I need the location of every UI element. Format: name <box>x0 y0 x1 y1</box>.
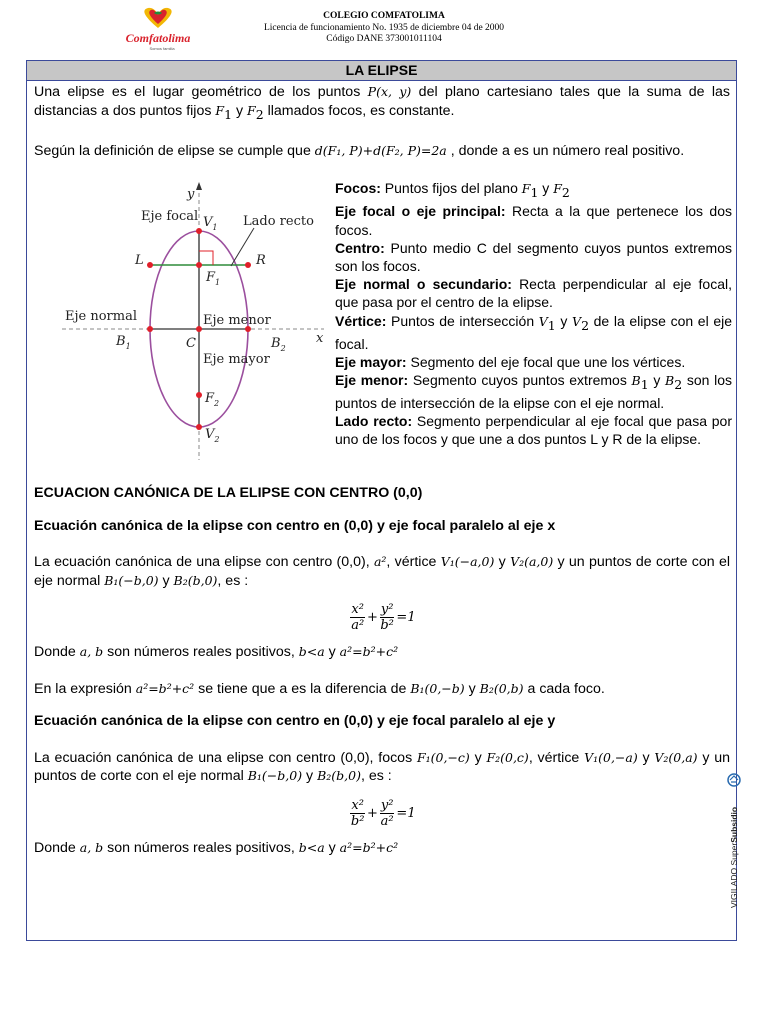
equation-eje-x: $\frac{\text{x²}}{\text{a²}}$ + $\frac{\text{y²}}{\text{b²}}$ =1 <box>351 602 416 634</box>
focus-f1-point <box>196 262 202 268</box>
school-name: COLEGIO COMFATOLIMA <box>323 11 445 21</box>
page-title: LA ELIPSE <box>27 61 736 81</box>
document-frame <box>26 60 737 941</box>
y-axis-arrow-icon <box>196 182 202 190</box>
dane-code: Código DANE 373001011104 <box>326 34 442 44</box>
eje-normal-label: Eje normal <box>65 309 137 325</box>
point-l <box>147 262 153 268</box>
equation-eje-y: $\frac{\text{x²}}{\text{b²}}$ + $\frac{\text{y²}}{\text{a²}}$ =1 <box>350 797 416 829</box>
license-text: Licencia de funcionamiento No. 1935 de diciembre 04 de 2000 <box>263 22 505 33</box>
def-eje-focal: Eje focal o eje principal: Recta a la que pertenece los dos focos. <box>335 203 733 238</box>
x-axis-label: x <box>316 331 324 347</box>
lado-recto-label: Lado recto <box>243 214 314 230</box>
paragraph-eje-x: La ecuación canónica de una elipse con centro (0,0), a², vértice V₁(−a,0) y V₂(a,0) y un puntos de corte con el eje normal B₁(−b,0) y B₂(b,0), es : <box>34 554 730 589</box>
focus-f2-point <box>196 392 202 398</box>
section-heading: ECUACION CANÓNICA DE LA ELIPSE CON CENTRO (0,0) <box>34 485 423 502</box>
page-header <box>0 0 768 60</box>
def-vertice: Vértice: Puntos de intersección $V_1$ y $V_2$ de la elipse con el eje focal. <box>335 312 733 352</box>
point-r <box>245 262 251 268</box>
donde-paragraph-1: Donde a, b son números reales positivos, b<a y a²=b²+c² <box>34 644 399 661</box>
f1-label: $F_1$ <box>206 270 221 288</box>
v2-label: $V_2$ <box>205 427 220 445</box>
ellipse-diagram <box>56 170 336 460</box>
def-centro: Centro: Punto medio C del segmento cuyos puntos extremos son los focos. <box>335 239 732 274</box>
subheading-eje-y: Ecuación canónica de la elipse con centro en (0,0) y eje focal paralelo al eje y <box>34 713 556 730</box>
lado-recto-pointer <box>231 228 254 266</box>
vertex-v1-point <box>196 228 202 234</box>
eje-menor-label: Eje menor <box>203 313 271 329</box>
document-content <box>27 81 736 857</box>
logo-tagline: Somos familia <box>149 46 175 51</box>
expresion-paragraph: En la expresión a²=b²+c² se tiene que a es la diferencia de B₁(0,−b) y B₂(0,b) a cada foco. <box>34 680 605 697</box>
y-axis-label: y <box>187 187 195 203</box>
definitions-list <box>335 179 732 448</box>
comfatolima-logo <box>118 6 198 56</box>
intro-paragraph-1: Una elipse es el lugar geométrico de los puntos P(x, y) del plano cartesiano tales que la suma de las distancias a dos puntos fijos $F_1$ y $F_2$ llamados focos, es constante. <box>34 84 730 122</box>
l-label: L <box>135 253 144 269</box>
point-b1 <box>147 326 153 332</box>
def-eje-menor: Eje menor: Segmento cuyos puntos extremos $B_1$ y $B_2$ son los puntos de intersección de la elipse con el eje normal. <box>335 371 732 411</box>
center-c-point <box>196 326 202 332</box>
eje-mayor-label: Eje mayor <box>203 352 270 368</box>
definition-formula: d(F₁, P)+d(F₂, P)=2a <box>314 142 447 158</box>
paragraph-eje-y: La ecuación canónica de una elipse con centro (0,0), focos F₁(0,−c) y F₂(0,c), vértice V₁(0,−a) y V₂(0,a) y un puntos de corte con el eje normal B₁(−b,0) y B₂(b,0), es : <box>34 749 730 785</box>
def-focos: Focos: Puntos fijos del plano $F_1$ y $F_2$ <box>335 180 570 201</box>
vigilado-supersubsidio-watermark <box>724 770 744 910</box>
svg-text:VIGILADO SuperSubsidio: VIGILADO SuperSubsidio <box>729 806 739 908</box>
c-label: C <box>186 336 196 352</box>
def-eje-normal: Eje normal o secundario: Recta perpendicular al eje focal, que pasa por el centro de la elipse. <box>335 276 732 311</box>
intro-paragraph-2: Según la definición de elipse se cumple que d(F₁, P)+d(F₂, P)=2a , donde a es un número real positivo. <box>34 142 685 159</box>
def-eje-mayor: Eje mayor: Segmento del eje focal que une los vértices. <box>335 353 686 370</box>
b1-label: $B_1$ <box>116 334 131 352</box>
b2-label: $B_2$ <box>271 336 286 354</box>
donde-paragraph-2: Donde a, b son números reales positivos, b<a y a²=b²+c² <box>34 839 399 856</box>
vertex-v2-point <box>196 424 202 430</box>
f2-label: $F_2$ <box>205 391 220 409</box>
def-lado-recto: Lado recto: Segmento perpendicular al eje focal que pasa por uno de los focos y que une a dos puntos L y R de la elipse. <box>335 413 732 448</box>
v1-label: $V_1$ <box>203 215 218 233</box>
subheading-eje-x: Ecuación canónica de la elipse con centro en (0,0) y eje focal paralelo al eje x <box>34 517 556 534</box>
r-label: R <box>256 253 266 269</box>
point-p: P(x, y) <box>367 84 412 99</box>
header-text <box>234 11 534 46</box>
ellipse-figure-area <box>34 170 733 470</box>
logo-text: Comfatolima <box>125 31 191 45</box>
eje-focal-label: Eje focal <box>141 209 199 225</box>
